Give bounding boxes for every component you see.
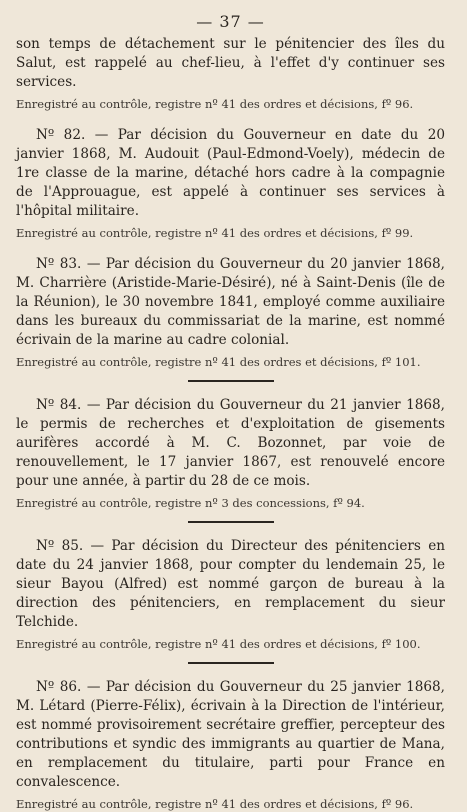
- decision-84: Nº 84. — Par décision du Gouverneur du 21 janvier 1868, le permis de recherches et d'exploitation de gisements aurifères accordé à M. C. Bozonnet, par voie de renouvellement, le 17 janvier 1867, est renouvelé encore pour une année, à partir du 28 de ce mois.: [16, 397, 445, 489]
- page-number: — 37 —: [196, 12, 265, 31]
- spacer: [16, 112, 445, 126]
- registry-note: Enregistré au contrôle, registre nº 41 des ordres et décisions, fº 96.: [16, 97, 414, 111]
- section-divider: [188, 521, 274, 523]
- decision-85: Nº 85. — Par décision du Directeur des pénitenciers en date du 24 janvier 1868, pour compter du lendemain 25, le sieur Bayou (Alfred) est nommé garçon de bureau à la direction des pénitenciers, en remplacement du sieur Telchide.: [16, 538, 445, 630]
- spacer: [16, 241, 445, 255]
- decision-86: Nº 86. — Par décision du Gouverneur du 25 janvier 1868, M. Létard (Pierre-Félix), écrivain à la Direction de l'intérieur, est nommé provisoirement secrétaire greffier, percepteur des contributions et syndic des immigrants au quartier de Mana, en remplacement du titulaire, parti pour France en convalescence.: [16, 679, 445, 790]
- registry-note: Enregistré au contrôle, registre nº 41 des ordres et décisions, fº 101.: [16, 355, 421, 369]
- decision-83: Nº 83. — Par décision du Gouverneur du 20 janvier 1868, M. Charrière (Aristide-Marie-Désiré), né à Saint-Denis (île de la Réunion), le 30 novembre 1841, employé comme auxiliaire dans les bureaux du commissariat de la marine, est nommé écrivain de la marine au cadre colonial.: [16, 256, 445, 348]
- registry-note: Enregistré au contrôle, registre nº 41 des ordres et décisions, fº 96.: [16, 797, 414, 811]
- section-divider: [188, 662, 274, 664]
- registry-note: Enregistré au contrôle, registre nº 41 des ordres et décisions, fº 99.: [16, 226, 414, 240]
- registry-note: Enregistré au contrôle, registre nº 3 des concessions, fº 94.: [16, 496, 365, 510]
- registry-note: Enregistré au contrôle, registre nº 41 des ordres et décisions, fº 100.: [16, 637, 421, 651]
- section-divider: [188, 380, 274, 382]
- decision-82: Nº 82. — Par décision du Gouverneur en date du 20 janvier 1868, M. Audouit (Paul-Edmond-Voely), médecin de 1re classe de la marine, détaché hors cadre à la compagnie de l'Approuague, est appelé à continuer ses services à l'hôpital militaire.: [16, 127, 445, 219]
- intro-paragraph: son temps de détachement sur le pénitencier des îles du Salut, est rappelé au chef-lieu, à l'effet d'y continuer ses services.: [16, 36, 445, 90]
